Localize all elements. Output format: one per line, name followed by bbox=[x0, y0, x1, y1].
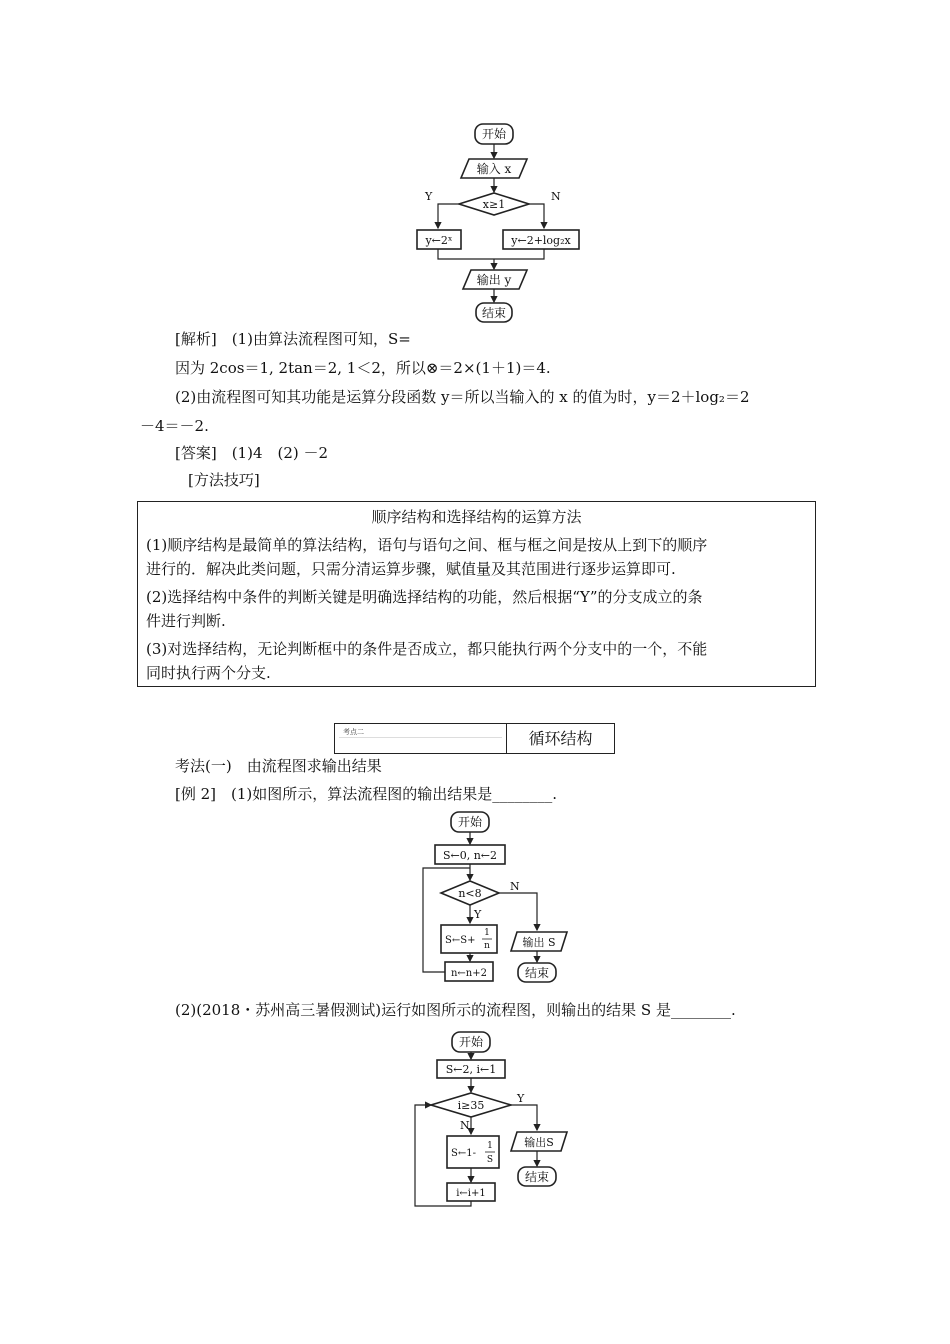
yes-label: Y bbox=[425, 190, 433, 203]
frac-den: S bbox=[486, 1155, 494, 1165]
tips-title: 顺序结构和选择结构的运算方法 bbox=[371, 508, 582, 526]
right-process-label: y←2+log₂x bbox=[511, 234, 571, 247]
example-2-2: (2)(2018・苏州高三暑假测试)运行如图所示的流程图，则输出的结果 S 是________. bbox=[175, 1001, 736, 1019]
flowchart-2 bbox=[415, 808, 605, 992]
frac-num: 1 bbox=[487, 1141, 493, 1151]
tip-3a: (3)对选择结构，无论判断框中的条件是否成立，都只能执行两个分支中的一个，不能 bbox=[146, 640, 708, 658]
flowchart-3 bbox=[405, 1028, 595, 1212]
yes-label: Y bbox=[517, 1092, 525, 1105]
flowchart-1 bbox=[405, 120, 595, 326]
no-label: N bbox=[510, 880, 520, 893]
start-label: 开始 bbox=[457, 815, 483, 829]
analysis-line-2: 因为 2cos＝1, 2tan＝2, 1＜2，所以⊗＝2×(1＋1)＝4. bbox=[175, 359, 551, 377]
output-label: 输出 S bbox=[522, 936, 556, 949]
method-1-heading: 考法(一) 由流程图求输出结果 bbox=[175, 757, 382, 775]
decision-label: x≥1 bbox=[482, 198, 506, 211]
tip-2b: 件进行判断. bbox=[146, 612, 226, 630]
end-label: 结束 bbox=[524, 966, 550, 980]
analysis-line-3: (2)由流程图可知其功能是运算分段函数 y＝所以当输入的 x 的值为时，y＝2＋log₂＝2 bbox=[175, 388, 750, 406]
start-label: 开始 bbox=[458, 1035, 484, 1049]
update-s-label: S←1- bbox=[451, 1148, 476, 1159]
tip-1b: 进行的．解决此类问题，只需分清运算步骤，赋值量及其范围进行逐步运算即可. bbox=[146, 560, 676, 578]
yes-label: Y bbox=[474, 908, 482, 921]
frac-den: n bbox=[484, 941, 490, 951]
init-label: S←2, i←1 bbox=[445, 1063, 497, 1076]
section-label: 考点二 bbox=[335, 724, 507, 753]
output-label: 输出 y bbox=[476, 273, 512, 287]
tip-1a: (1)顺序结构是最简单的算法结构，语句与语句之间、框与框之间是按从上到下的顺序 bbox=[146, 536, 708, 554]
section-title: 循环结构 bbox=[528, 729, 593, 748]
analysis-line-4: －4＝－2. bbox=[140, 417, 209, 435]
no-label: N bbox=[460, 1119, 470, 1132]
update-n-label: n←n+2 bbox=[450, 968, 488, 979]
update-s-label: S←S+ bbox=[445, 935, 476, 946]
start-label: 开始 bbox=[481, 127, 507, 141]
tip-3b: 同时执行两个分支. bbox=[146, 664, 271, 682]
end-label: 结束 bbox=[481, 306, 507, 320]
decision-label: n<8 bbox=[458, 887, 482, 900]
input-label: 输入 x bbox=[476, 162, 512, 176]
no-label: N bbox=[551, 190, 561, 203]
update-i-label: i←i+1 bbox=[456, 1188, 486, 1199]
answer-line: [答案] (1)4 (2) －2 bbox=[175, 444, 329, 462]
init-label: S←0, n←2 bbox=[442, 849, 498, 862]
left-process-label: y←2ˣ bbox=[425, 234, 453, 247]
frac-num: 1 bbox=[484, 928, 490, 938]
analysis-line-1: [解析] (1)由算法流程图可知，S= bbox=[175, 330, 411, 348]
decision-label: i≥35 bbox=[457, 1099, 485, 1112]
output-label: 输出S bbox=[524, 1136, 554, 1149]
method-heading: [方法技巧] bbox=[188, 471, 260, 489]
section-header bbox=[334, 723, 615, 754]
method-tips-box bbox=[137, 501, 816, 687]
tip-2a: (2)选择结构中条件的判断关键是明确选择结构的功能，然后根据“Y”的分支成立的条 bbox=[146, 588, 703, 606]
example-2-1: [例 2] (1)如图所示，算法流程图的输出结果是________. bbox=[175, 785, 558, 803]
end-label: 结束 bbox=[524, 1170, 550, 1184]
